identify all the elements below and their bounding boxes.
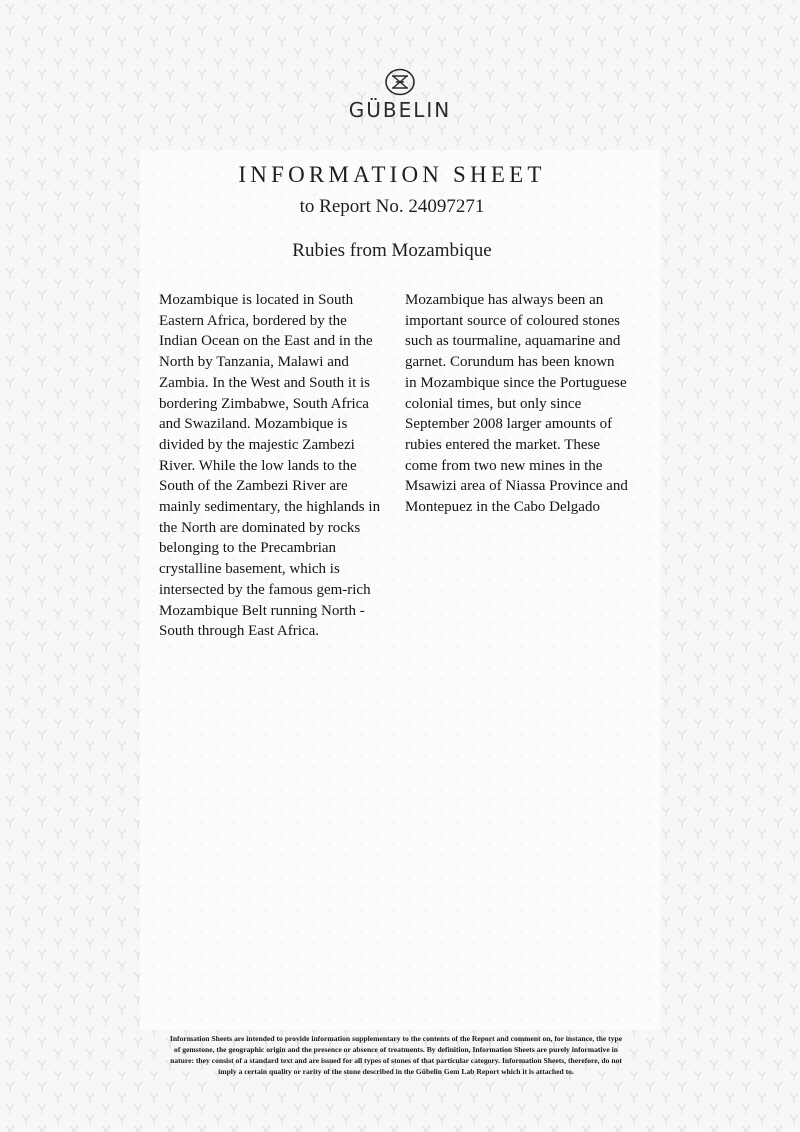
- text-line: bordering Zimbabwe, South Africa: [159, 395, 369, 412]
- text-line: Msawizi area of Niassa Province and: [405, 478, 628, 495]
- text-line: Eastern Africa, bordered by the: [159, 312, 347, 329]
- text-line: important source of coloured stones: [405, 312, 620, 329]
- text-line: River. While the low lands to the: [159, 457, 357, 474]
- document-title: INFORMATION SHEET: [238, 162, 546, 187]
- text-line: the North are dominated by rocks: [159, 519, 361, 536]
- text-line: South through East Africa.: [159, 623, 319, 640]
- text-line: crystalline basement, which is: [159, 561, 340, 578]
- text-line: Indian Ocean on the East and in the: [159, 333, 373, 350]
- text-line: such as tourmaline, aquamarine and: [405, 333, 621, 350]
- text-line: North by Tanzania, Malawi and: [159, 354, 349, 371]
- disclaimer-line: of gemstone, the geographic origin and the presence or absence of treatments. By definition, Information Sheets are purely informative in: [174, 1045, 618, 1054]
- text-line: and Swaziland. Mozambique is: [159, 416, 348, 433]
- report-number: to Report No. 24097271: [299, 196, 485, 217]
- gubelin-emblem-icon: [384, 68, 416, 96]
- right-column-text: [405, 290, 650, 518]
- text-line: intersected by the famous gem-rich: [159, 581, 371, 598]
- text-line: rubies entered the market. These: [405, 436, 601, 453]
- disclaimer-line: imply a certain quality or rarity of the stone described in the Gübelin Gem Lab Report which it is attached to.: [218, 1067, 574, 1076]
- footer-disclaimer: [150, 1033, 642, 1077]
- text-line: divided by the majestic Zambezi: [159, 436, 355, 453]
- text-line: mainly sedimentary, the highlands in: [159, 499, 381, 516]
- text-line: South of the Zambezi River are: [159, 478, 348, 495]
- text-line: September 2008 larger amounts of: [405, 416, 613, 433]
- text-line: Mozambique is located in South: [159, 292, 354, 308]
- disclaimer-line: Information Sheets are intended to provide information supplementary to the contents of the Report and comment on, for instance, the type: [169, 1034, 623, 1043]
- text-line: belonging to the Precambrian: [159, 540, 337, 557]
- brand-header: [0, 68, 800, 122]
- text-line: garnet. Corundum has been known: [405, 354, 615, 371]
- text-line: Montepuez in the Cabo Delgado: [405, 499, 600, 516]
- text-line: Zambia. In the West and South it is: [159, 374, 370, 391]
- text-line: Mozambique has always been an: [405, 292, 604, 308]
- text-line: Mozambique Belt running North -: [159, 602, 365, 619]
- disclaimer-line: nature: they consist of a standard text and are issued for all types of stones of that particular category. Information Sheets, therefore, do not: [170, 1056, 622, 1065]
- text-line: in Mozambique since the Portuguese: [405, 374, 627, 391]
- brand-name: GÜBELIN: [348, 98, 452, 122]
- left-column-text: [159, 290, 393, 642]
- text-line: come from two new mines in the: [405, 457, 603, 474]
- text-line: colonial times, but only since: [405, 395, 582, 412]
- section-heading: Rubies from Mozambique: [292, 240, 492, 261]
